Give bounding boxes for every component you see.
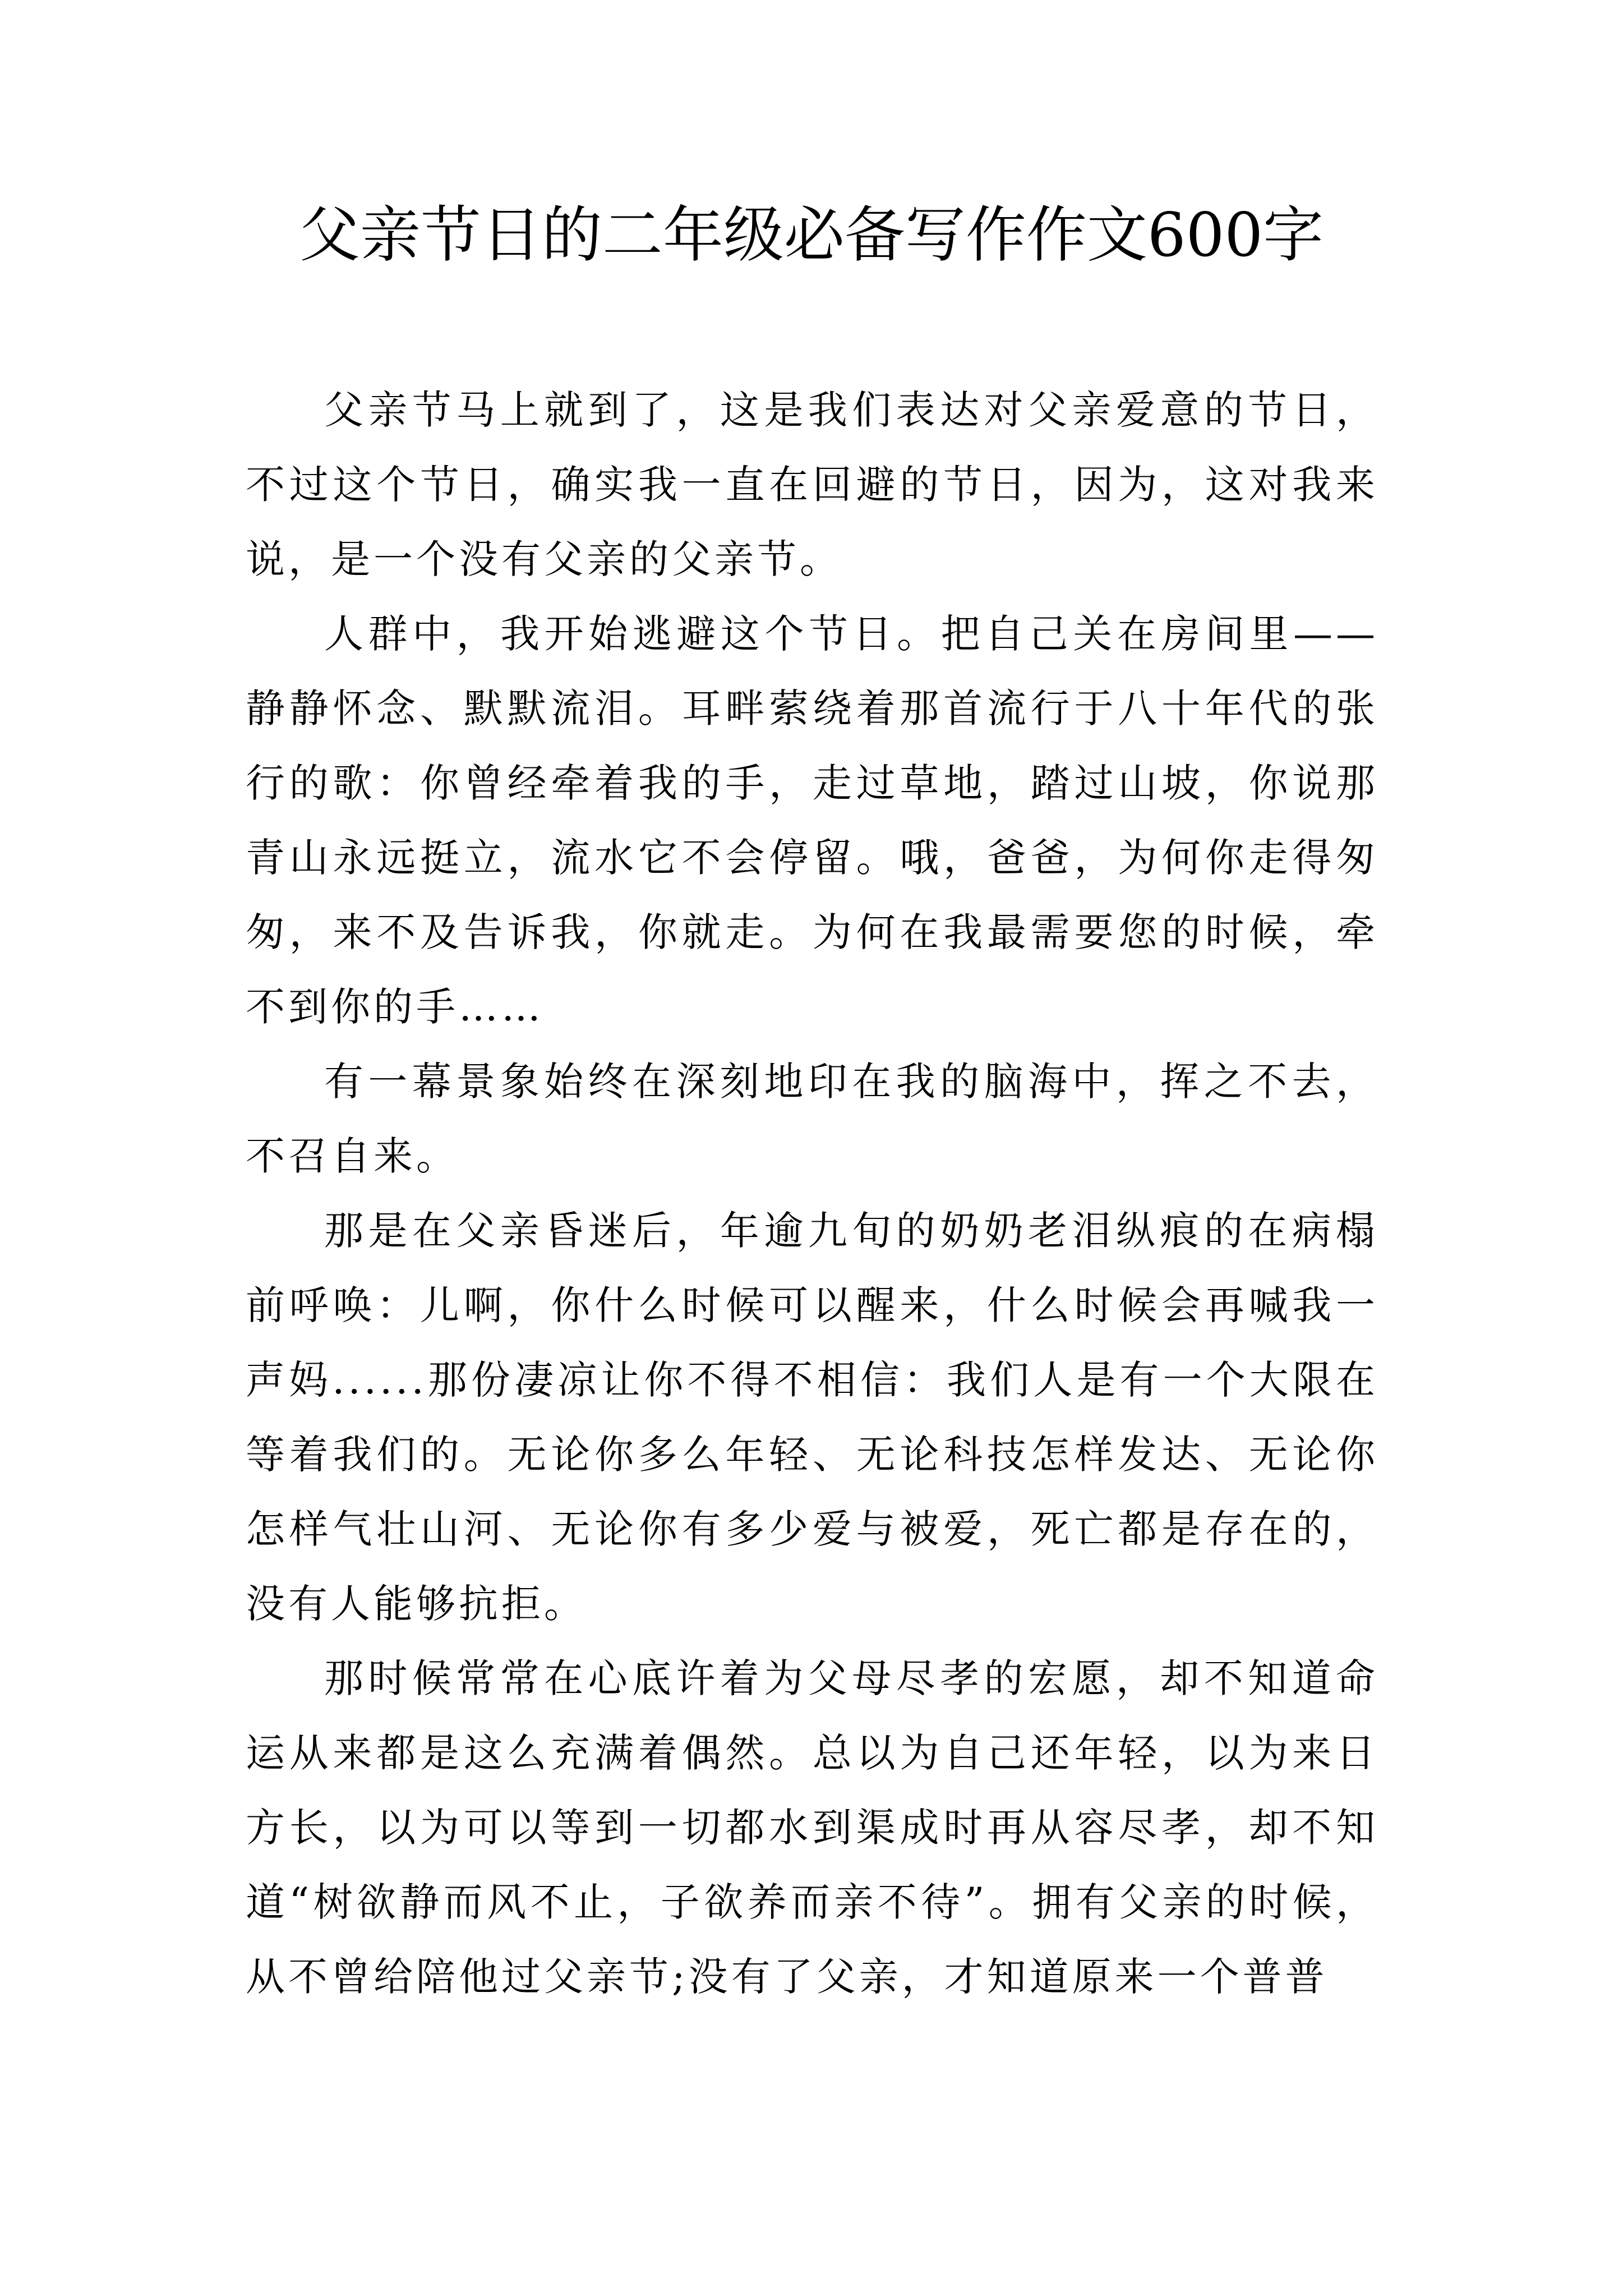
paragraph: 那是在父亲昏迷后，年逾九旬的奶奶老泪纵痕的在病榻前呼唤：儿啊，你什么时候可以醒来，什么时候会再喊我一声妈......那份凄凉让你不得不相信：我们人是有一个大限在等着我们的。无论你多么年轻、无论科技怎样发达、无论你怎样气壮山河、无论你有多少爱与被爱，死亡都是存在的，没有人能够抗拒。	[246, 1208, 1378, 1627]
paragraph: 人群中，我开始逃避这个节日。把自己关在房间里——静静怀念、默默流泪。耳畔萦绕着那首流行于八十年代的张行的歌：你曾经牵着我的手，走过草地，踏过山坡，你说那青山永远挺立，流水它不会停留。哦，爸爸，为何你走得匆匆，来不及告诉我，你就走。为何在我最需要您的时候，牵不到你的手……	[246, 611, 1378, 1030]
document-title: 父亲节日的二年级必备写作作文600字	[299, 200, 1324, 270]
paragraph: 父亲节马上就到了，这是我们表达对父亲爱意的节日，不过这个节日，确实我一直在回避的节日，因为，这对我来说，是一个没有父亲的父亲节。	[246, 387, 1378, 582]
document-body	[246, 373, 1378, 2014]
paragraph: 那时候常常在心底许着为父母尽孝的宏愿，却不知道命运从来都是这么充满着偶然。总以为自己还年轻，以为来日方长，以为可以等到一切都水到渠成时再从容尽孝，却不知道“树欲静而风不止，子欲养而亲不待”。拥有父亲的时候，从不曾给陪他过父亲节;没有了父亲，才知道原来一个普普	[246, 1655, 1378, 2000]
paragraph: 有一幕景象始终在深刻地印在我的脑海中，挥之不去，不召自来。	[246, 1059, 1378, 1179]
